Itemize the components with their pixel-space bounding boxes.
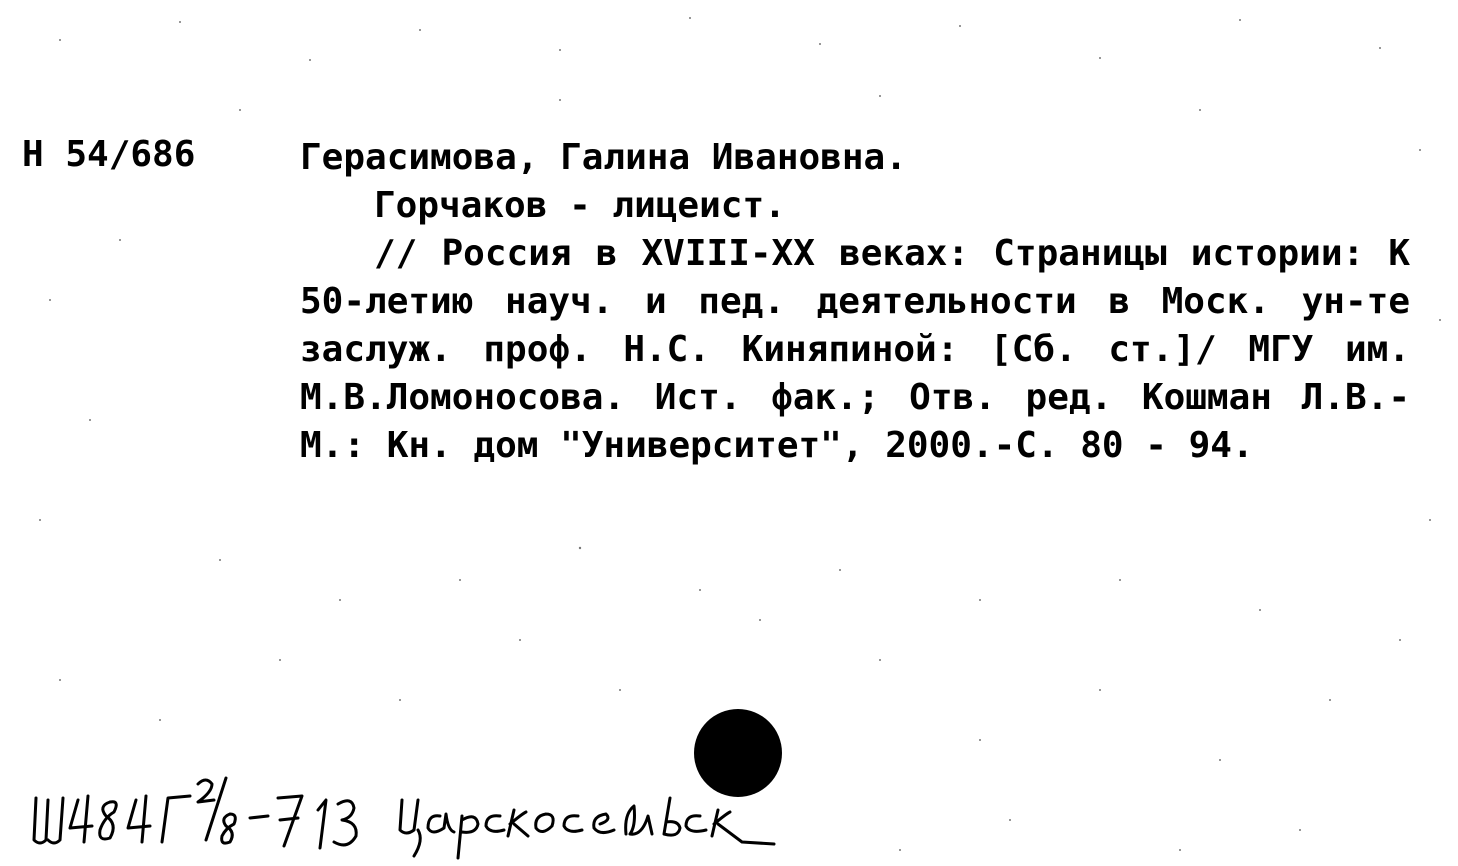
- title: Горчаков - лицеист.: [374, 185, 786, 226]
- handwritten-note: [30, 770, 850, 866]
- bibliographic-entry: [300, 134, 1410, 470]
- shelfmark: Н 54/686: [22, 134, 196, 175]
- source-description: // Россия в XVIII-XX веках: Страницы истории: К 50-летию науч. и пед. деятельности в Моск. ун-те заслуж. проф. Н.С. Киняпиной: [Сб. ст.]/ МГУ им. М.В.Ломоносова. Ист. фак.; Отв. ред. Кошман Л.В.- М.: Кн. дом "Университет", 2000.-С. 80 - 94.: [300, 233, 1410, 466]
- author: Герасимова, Галина Ивановна.: [300, 137, 907, 178]
